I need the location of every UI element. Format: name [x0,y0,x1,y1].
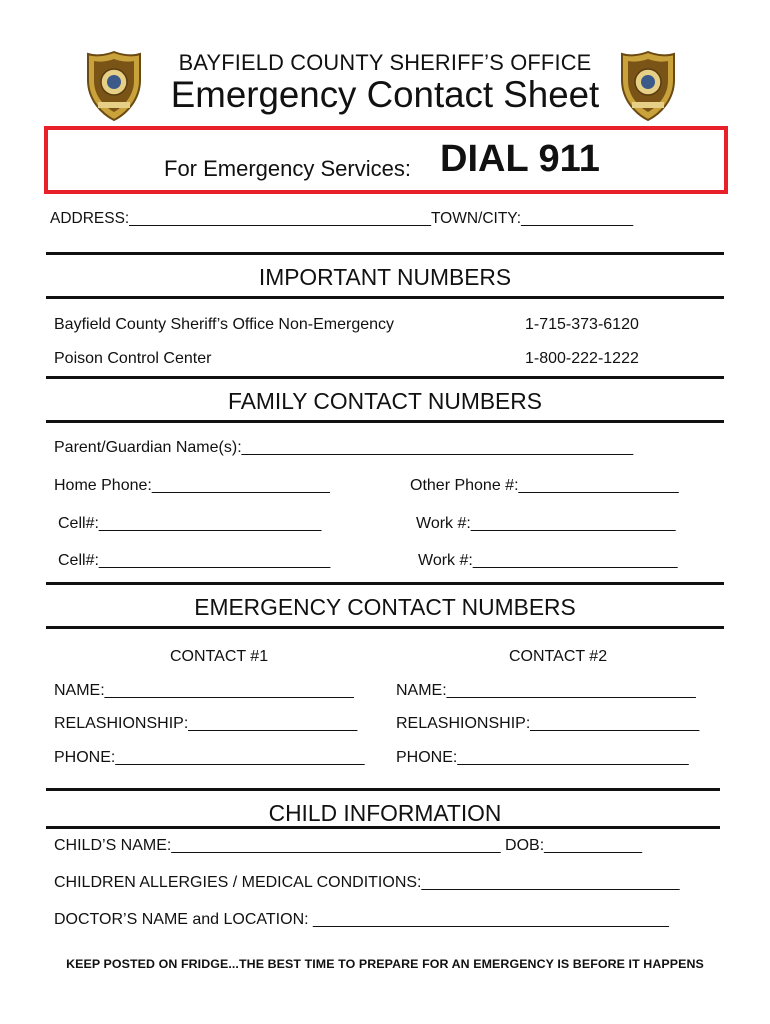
work-field-2[interactable]: Work #:_______________________ [418,552,678,569]
allergies-field[interactable]: CHILDREN ALLERGIES / MEDICAL CONDITIONS:_____________________________ [54,874,680,891]
address-line[interactable]: ADDRESS:___________________________________TOWN/CITY:_____________ [50,210,634,227]
family-contact-heading: FAMILY CONTACT NUMBERS [228,388,542,414]
divider [46,626,724,629]
contact-2-name-field[interactable]: NAME:____________________________ [396,682,696,699]
important-numbers-heading: IMPORTANT NUMBERS [258,264,512,290]
contact-2-relationship-field[interactable]: RELASHIONSHIP:___________________ [396,715,700,732]
contact-2-phone-field[interactable]: PHONE:__________________________ [396,749,689,766]
child-name-field[interactable]: CHILD’S NAME:_____________________________________ DOB:___________ [54,837,643,854]
important-number-value: 1-715-373-6120 [525,316,639,333]
contact-1-phone-field[interactable]: PHONE:____________________________ [54,749,365,766]
contact-1-relationship-field[interactable]: RELASHIONSHIP:___________________ [54,715,358,732]
child-information-heading: CHILD INFORMATION [268,800,502,826]
divider [46,420,724,423]
work-field-1[interactable]: Work #:_______________________ [416,515,676,532]
cell-field-1[interactable]: Cell#:_________________________ [58,515,322,532]
divider [46,826,720,829]
other-phone-field[interactable]: Other Phone #:__________________ [410,477,679,494]
divider [46,252,724,255]
agency-name: BAYFIELD COUNTY SHERIFF’S OFFICE [178,50,592,75]
contact-2-title: CONTACT #2 [509,648,608,665]
cell-field-2[interactable]: Cell#:__________________________ [58,552,331,569]
important-number-label: Bayfield County Sheriff’s Office Non-Emergency [54,316,395,333]
doctor-field[interactable]: DOCTOR’S NAME and LOCATION: ________________________________________ [54,911,669,928]
document-title: Emergency Contact Sheet [170,74,600,115]
contact-1-name-field[interactable]: NAME:____________________________ [54,682,354,699]
divider [46,376,724,379]
emergency-contact-heading: EMERGENCY CONTACT NUMBERS [194,594,576,620]
divider [46,582,724,585]
divider [46,296,724,299]
parent-guardian-field[interactable]: Parent/Guardian Name(s):____________________________________________ [54,439,634,456]
emergency-services-label: For Emergency Services: [164,156,411,181]
contact-1-title: CONTACT #1 [170,648,269,665]
dial-911: DIAL 911 [440,138,600,180]
footer-note: KEEP POSTED ON FRIDGE...THE BEST TIME TO PREPARE FOR AN EMERGENCY IS BEFORE IT HAPPENS [66,957,704,971]
important-number-value: 1-800-222-1222 [525,350,639,367]
divider [46,788,720,791]
home-phone-field[interactable]: Home Phone:____________________ [54,477,330,494]
important-number-label: Poison Control Center [54,350,212,367]
